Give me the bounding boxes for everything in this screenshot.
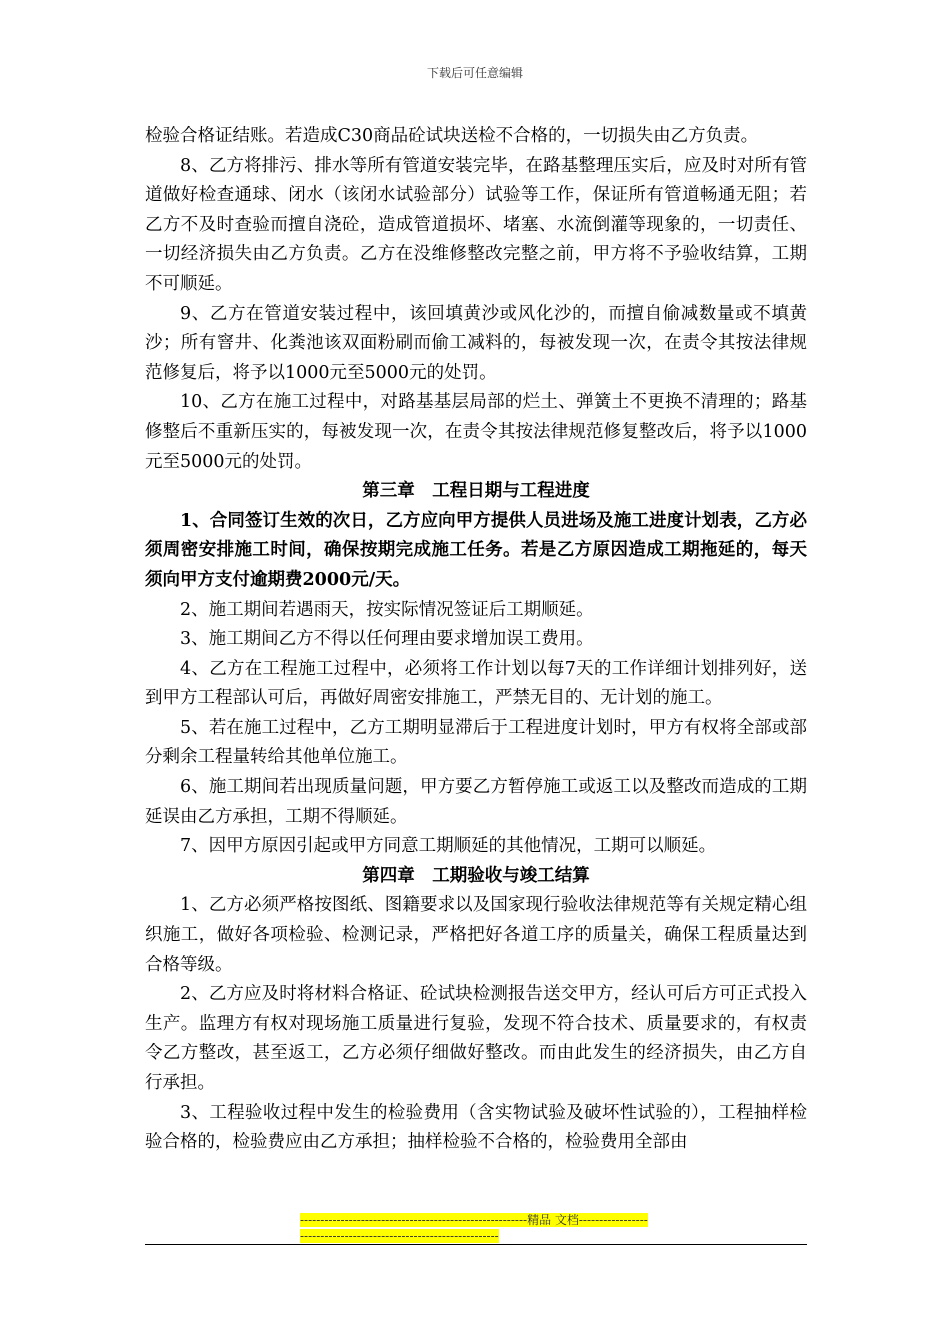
paragraph: 4、乙方在工程施工过程中，必须将工作计划以每7天的工作详细计划排列好，送到甲方工程部认可后，再做好周密安排施工，严禁无目的、无计划的施工。 <box>145 658 807 709</box>
paragraph: 3、工程验收过程中发生的检验费用（含实物试验及破坏性试验的），工程抽样检验合格的，检验费应由乙方承担；抽样检验不合格的，检验费用全部由 <box>145 1102 807 1153</box>
paragraph: 7、因甲方原因引起或甲方同意工期顺延的其他情况，工期可以顺延。 <box>180 836 717 857</box>
chapter-heading: 第三章 工程日期与工程进度 <box>362 481 590 502</box>
paragraph: 2、乙方应及时将材料合格证、砼试块检测报告送交甲方，经认可后方可正式投入生产。监理方有权对现场施工质量进行复验，发现不符合技术、质量要求的，有权责令乙方整改，甚至返工，乙方必须仔细做好整改。而由此发生的经济损失，由乙方自行承担。 <box>145 984 807 1093</box>
paragraph: 5、若在施工过程中，乙方工期明显滞后于工程进度计划时，甲方有权将全部或部分剩余工程量转给其他单位施工。 <box>145 717 807 768</box>
paragraph: 3、施工期间乙方不得以任何理由要求增加误工费用。 <box>180 629 594 650</box>
paragraph: 1、乙方必须严格按图纸、图籍要求以及国家现行验收法律规范等有关规定精心组织施工，做好各项检验、检测记录，严格把好各道工序的质量关，确保工程质量达到合格等级。 <box>145 895 807 975</box>
footer-text: --------------------------------------------------------精品 文档------------------------------------------------------------------ <box>300 1213 648 1243</box>
paragraph: 8、乙方将排污、排水等所有管道安装完毕，在路基整理压实后，应及时对所有管道做好检查通球、闭水（该闭水试验部分）试验等工作，保证所有管道畅通无阻；若乙方不及时查验而擅自浇砼，造成管道损坏、堵塞、水流倒灌等现象的，一切责任、一切经济损失由乙方负责。乙方在没维修整改完整之前，甲方将不予验收结算，工期不可顺延。 <box>145 155 807 294</box>
paragraph: 9、乙方在管道安装过程中，该回填黄沙或风化沙的，而擅自偷减数量或不填黄沙；所有窨井、化粪池该双面粉刷而偷工减料的，每被发现一次，在责令其按法律规范修复后，将予以1000元至5000元的处罚。 <box>145 303 807 383</box>
page-footer <box>300 1212 650 1244</box>
paragraph: 6、施工期间若出现质量问题，甲方要乙方暂停施工或返工以及整改而造成的工期延误由乙方承担，工期不得顺延。 <box>145 777 807 827</box>
paragraph: 检验合格证结账。若造成C30商品砼试块送检不合格的，一切损失由乙方负责。 <box>145 126 759 146</box>
paragraph: 2、施工期间若遇雨天，按实际情况签证后工期顺延。 <box>180 599 594 620</box>
paragraph: 1、合同签订生效的次日，乙方应向甲方提供人员进场及施工进度计划表，乙方必须周密安排施工时间，确保按期完成施工任务。若是乙方原因造成工期拖延的，每天须向甲方支付逾期费2000元/天。 <box>145 510 807 590</box>
chapter-heading: 第四章 工期验收与竣工结算 <box>362 865 590 886</box>
paragraph: 10、乙方在施工过程中，对路基基层局部的烂土、弹簧土不更换不清理的；路基修整后不重新压实的，每被发现一次，在责令其按法律规范修复整改后，将予以1000元至5000元的处罚。 <box>145 392 807 472</box>
page-header: 下载后可任意编辑 <box>426 66 523 80</box>
document-body <box>145 122 807 1158</box>
footer-divider <box>145 1244 807 1245</box>
